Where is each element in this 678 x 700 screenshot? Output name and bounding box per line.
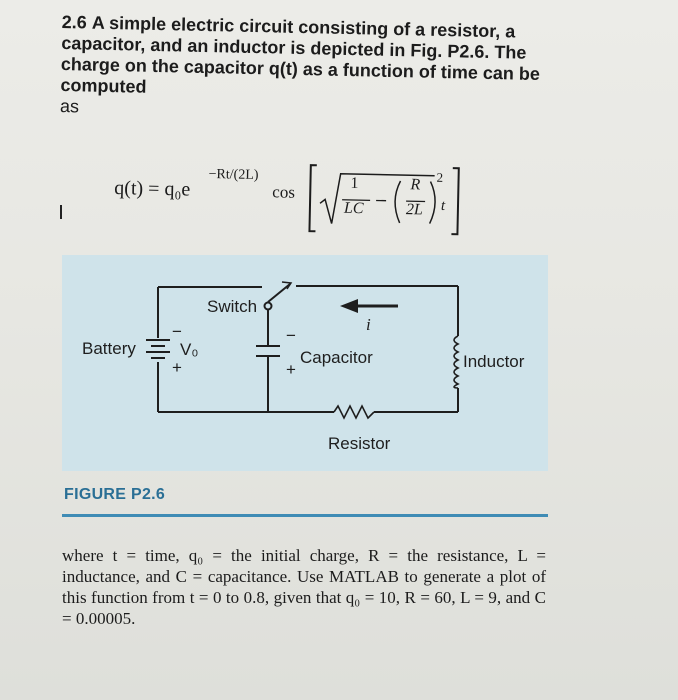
resistor-label: Resistor — [328, 434, 391, 453]
voltage-label: V₀ — [180, 340, 199, 359]
inductor-label: Inductor — [463, 352, 525, 371]
caption-rule — [62, 514, 548, 517]
switch-label: Switch — [207, 297, 258, 316]
equation-t: t — [440, 197, 446, 214]
equation-exponent: −Rt/(2L) — [208, 166, 259, 184]
equation-power: 2 — [436, 169, 444, 185]
problem-text: A simple electric circuit consisting of a resistor, a capacitor, and an inductor is depicted in Fig. P2.6. The charge on the capacitor q(t) as a function of time can be computed — [60, 12, 541, 97]
equation-cos: cos — [272, 182, 296, 202]
capacitor-plus-label: + — [286, 360, 296, 379]
switch-pivot — [265, 303, 272, 310]
equation-lc: LC — [343, 199, 364, 218]
equation-r: R — [410, 176, 421, 194]
switch-blade — [268, 284, 290, 302]
current-arrow — [340, 299, 398, 313]
inductor-coil — [454, 336, 458, 388]
capacitor-symbol — [256, 346, 280, 356]
equation-one: 1 — [350, 174, 359, 193]
battery-minus-label: − — [172, 322, 182, 341]
current-label: i — [366, 315, 371, 334]
battery-symbol — [146, 340, 170, 358]
battery-label: Battery — [82, 339, 136, 358]
battery-plus-label: + — [172, 358, 182, 377]
equation-lhs: q(t) = q₀e — [114, 176, 191, 201]
equation-2l: 2L — [405, 201, 424, 219]
resistor-zigzag — [334, 406, 374, 418]
body-paragraph: where t = time, q₀ = the initial charge, R = the resistance, L = inductance, and C = capacitance. Use MATLAB to generate a plot of this function from t = 0 to 0.8, given that q₀ = 10, R = 60, L = 9, and C = 0.00005. — [62, 546, 546, 628]
problem-number: 2.6 — [61, 12, 88, 33]
figure-caption: FIGURE P2.6 — [64, 486, 166, 503]
problem-tail: as — [59, 95, 80, 117]
capacitor-label: Capacitor — [300, 348, 373, 367]
capacitor-minus-label: − — [286, 326, 296, 345]
